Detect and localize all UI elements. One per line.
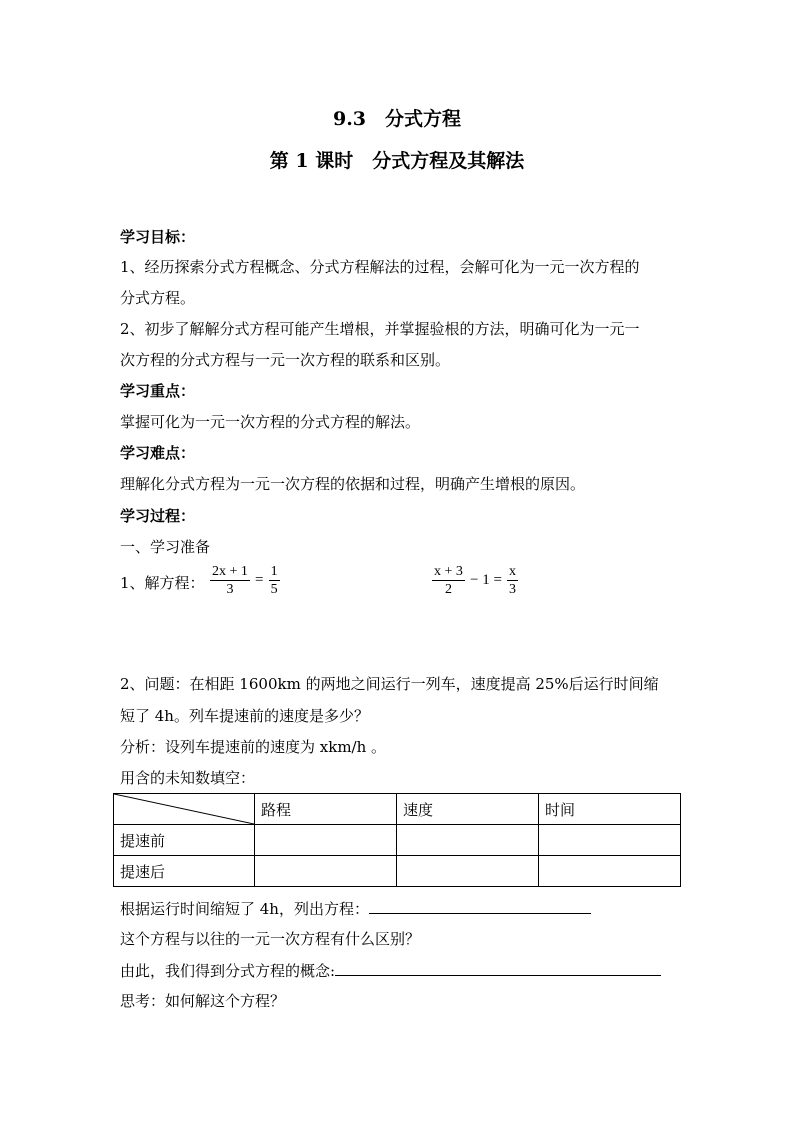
table-row [114, 825, 681, 856]
equation-1-left-fraction [210, 563, 250, 598]
concept-prompt-line [120, 959, 661, 982]
table-input-cell[interactable] [397, 825, 539, 856]
equation-1-left-numerator: 2x + 1 [212, 564, 248, 579]
question-2-line-2: 短了 4h。列车提速前的速度是多少？ [120, 707, 369, 725]
page-title: 9.3 分式方程 [332, 108, 462, 130]
table-input-cell[interactable] [255, 856, 397, 887]
equation-2-left-denominator: 2 [444, 582, 452, 597]
equation-1-right-fraction [269, 563, 280, 598]
goal-1-line-1: 1、经历探索分式方程概念、分式方程解法的过程，会解可化为一元一次方程的 [120, 258, 640, 276]
row-label-after: 提速后 [114, 856, 255, 887]
question-1-label: 1、解方程： [120, 574, 205, 592]
equation-prompt-line [120, 897, 591, 920]
table-input-cell[interactable] [539, 856, 681, 887]
row-label-before: 提速前 [114, 825, 255, 856]
equation-2-right-fraction [507, 563, 518, 598]
key-point-text: 掌握可化为一元一次方程的分式方程的解法。 [120, 413, 421, 431]
table-input-cell[interactable] [539, 825, 681, 856]
table-input-cell[interactable] [255, 825, 397, 856]
equation-1 [210, 563, 280, 598]
speed-table [113, 793, 681, 887]
goals-heading: 学习目标： [120, 228, 196, 246]
difficulty-heading: 学习难点： [120, 444, 196, 462]
equation-2 [432, 563, 518, 598]
equation-2-right-numerator: x [509, 564, 517, 579]
key-point-heading: 学习重点： [120, 382, 196, 400]
difficulty-text: 理解化分式方程为一元一次方程的依据和过程，明确产生增根的原因。 [120, 475, 586, 493]
think-question: 思考：如何解这个方程？ [120, 992, 286, 1010]
analysis-text: 分析：设列车提速前的速度为 xkm/h 。 [120, 738, 387, 756]
table-input-cell[interactable] [397, 856, 539, 887]
goal-2-line-2: 次方程的分式方程与一元一次方程的联系和区别。 [120, 351, 451, 369]
equation-2-left-fraction [432, 563, 465, 598]
table-header-distance: 路程 [255, 794, 397, 825]
table-corner-cell [114, 794, 255, 825]
equation-2-minus-one-equals: − 1 = [470, 572, 502, 588]
table-header-speed: 速度 [397, 794, 539, 825]
section-1-heading: 一、学习准备 [120, 538, 211, 556]
goal-2-line-1: 2、初步了解解分式方程可能产生增根，并掌握验根的方法，明确可化为一元一 [120, 320, 640, 338]
difference-question: 这个方程与以往的一元一次方程有什么区别？ [120, 930, 421, 948]
concept-prompt: 由此，我们得到分式方程的概念: [120, 962, 336, 980]
equation-1-left-denominator: 3 [226, 582, 234, 597]
table-header-row [114, 794, 681, 825]
question-2-line-1: 2、问题：在相距 1600km 的两地之间运行一列车，速度提高 25%后运行时间缩 [120, 675, 659, 693]
equation-1-equals: = [255, 572, 264, 588]
fill-prompt: 用含的未知数填空： [120, 769, 256, 787]
table-row [114, 856, 681, 887]
goal-1-line-2: 分式方程。 [120, 289, 196, 307]
diagonal-line [114, 794, 254, 824]
equation-1-right-numerator: 1 [270, 564, 278, 579]
lesson-subtitle: 第 1 课时 分式方程及其解法 [269, 150, 525, 172]
equation-1-right-denominator: 5 [270, 582, 278, 597]
equation-2-right-denominator: 3 [509, 582, 517, 597]
process-heading: 学习过程： [120, 507, 196, 525]
equation-2-left-numerator: x + 3 [434, 564, 463, 579]
equation-blank[interactable] [369, 897, 591, 914]
equation-prompt: 根据运行时间缩短了 4h，列出方程： [120, 900, 369, 918]
table-header-time: 时间 [539, 794, 681, 825]
concept-blank[interactable] [335, 959, 661, 976]
